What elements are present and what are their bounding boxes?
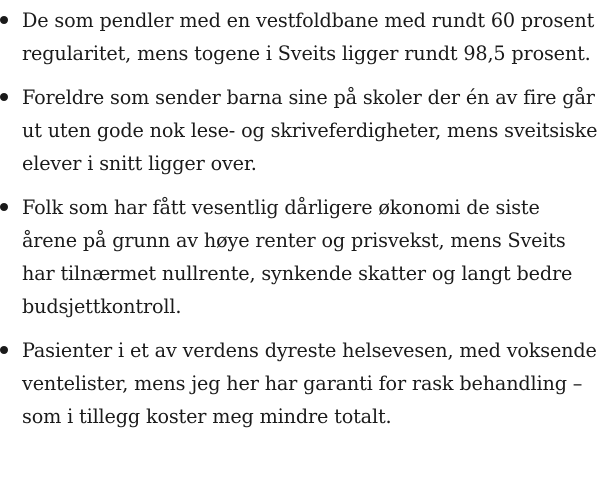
list-item (0, 81, 607, 180)
bullet-dot (0, 16, 8, 24)
list-item (0, 191, 607, 323)
list-item (0, 4, 607, 70)
list-item-text: De som pendler med en vestfoldbane med rundt 60 prosent regularitet, mens togene i Sveits ligger rundt 98,5 prosent. (22, 9, 595, 65)
bullet-dot (0, 93, 8, 101)
bullet-dot (0, 346, 8, 354)
list-item (0, 334, 607, 433)
list-item-text: Folk som har fått vesentlig dårligere økonomi de siste årene på grunn av høye renter og prisvekst, mens Sveits har tilnærmet nullrente, synkende skatter og langt bedre budsjettkontroll. (22, 196, 573, 318)
list-item-text: Foreldre som sender barna sine på skoler der én av fire går ut uten gode nok lese- og skriveferdigheter, mens sveitsiske elever i snitt ligger over. (22, 86, 598, 175)
bullet-dot (0, 203, 8, 211)
list-item-text: Pasienter i et av verdens dyreste helsevesen, med voksende ventelister, mens jeg her har garanti for rask behandling – som i tillegg koster meg mindre totalt. (22, 339, 597, 428)
bullet-list (0, 4, 607, 433)
